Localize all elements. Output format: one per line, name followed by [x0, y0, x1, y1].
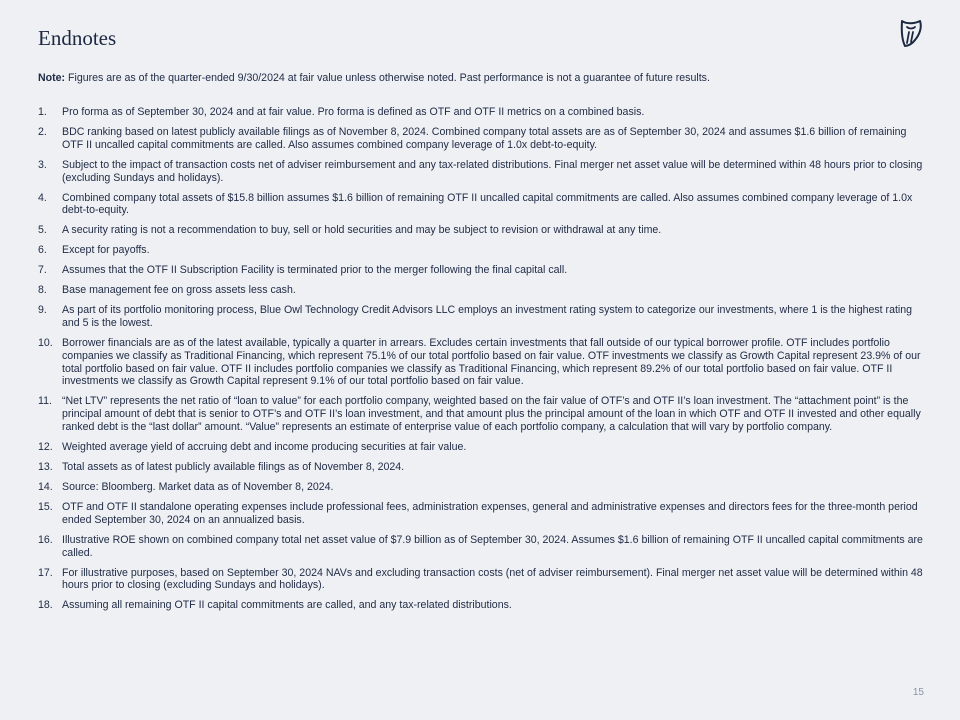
endnote-item	[38, 501, 923, 527]
endnote-number: 1.	[38, 106, 47, 118]
endnote-number: 6.	[38, 244, 47, 257]
endnote-item	[38, 284, 923, 297]
endnote-text: “Net LTV” represents the net ratio of “loan to value” for each portfolio company, weighted based on the fair value of OTF’s and OTF II’s loan investment. The “attachment point” is the principal amount of debt that is senior to OTF’s and OTF II’s loan investment, and that amount plus the principal amount of the loan in which OTF and OTF II invested and other equally ranked debt is the “last dollar” amount. “Value” represents an estimate of enterprise value of each portfolio company, a calculation that will vary by portfolio company.	[62, 395, 921, 434]
endnote-text: Assuming all remaining OTF II capital commitments are called, and any tax-related distributions.	[62, 599, 512, 612]
endnote-text: Combined company total assets of $15.8 billion assumes $1.6 billion of remaining OTF II uncalled capital commitments are called. Also assumes combined company leverage of 1.0x debt-to-equity.	[62, 191, 913, 217]
endnotes-list	[38, 106, 923, 619]
endnote-number: 3.	[38, 158, 47, 171]
endnote-number: 9.	[38, 304, 47, 317]
endnote-item	[38, 441, 923, 454]
endnote-number: 16.	[38, 533, 53, 546]
note-text: Figures are as of the quarter-ended 9/30/2024 at fair value unless otherwise noted. Past performance is not a guarantee of future results.	[65, 72, 710, 84]
endnote-item	[38, 304, 923, 330]
note-label: Note:	[38, 72, 66, 84]
endnote-item	[38, 126, 923, 152]
endnote-number: 8.	[38, 284, 47, 297]
endnote-number: 17.	[38, 566, 53, 579]
endnote-item	[38, 337, 923, 388]
page-title: Endnotes	[38, 26, 117, 50]
endnote-number: 14.	[38, 480, 53, 493]
endnote-number: 12.	[38, 441, 53, 453]
endnote-number: 11.	[38, 395, 52, 408]
endnote-text: Assumes that the OTF II Subscription Facility is terminated prior to the merger following the final capital call.	[62, 264, 568, 277]
endnote-text: BDC ranking based on latest publicly available filings as of November 8, 2024. Combined company total assets are as of September 30, 2024 and assumes $1.6 billion of remaining OTF II uncalled capital commitments are called. Also assumes combined company leverage of 1.0x debt-to-equity.	[62, 125, 907, 151]
endnote-text: Total assets as of latest publicly available filings as of November 8, 2024.	[62, 460, 405, 473]
endnote-text: Subject to the impact of transaction costs net of adviser reimbursement and any tax-related distributions. Final merger net asset value will be determined within 48 hours prior to closing (excluding Sundays and holidays).	[62, 158, 923, 184]
endnote-item	[38, 159, 923, 185]
endnote-item	[38, 264, 923, 277]
endnote-text: Source: Bloomberg. Market data as of November 8, 2024.	[62, 480, 334, 493]
endnote-number: 15.	[38, 500, 53, 513]
endnote-text: Illustrative ROE shown on combined company total net asset value of $7.9 billion as of September 30, 2024. Assumes $1.6 billion of remaining OTF II uncalled capital commitments are called.	[62, 533, 923, 559]
endnote-text: OTF and OTF II standalone operating expenses include professional fees, administration expenses, general and administrative expenses and directors fees for the three-month period ended September 30, 2024 on an annualized basis.	[62, 500, 918, 526]
endnote-number: 4.	[38, 191, 47, 204]
endnote-item	[38, 461, 923, 474]
page-number: 15	[912, 687, 924, 698]
endnote-number: 13.	[38, 460, 53, 473]
endnote-item	[38, 106, 923, 119]
endnote-item	[38, 244, 923, 257]
endnote-text: Pro forma as of September 30, 2024 and at fair value. Pro forma is defined as OTF and OTF II metrics on a combined basis.	[62, 106, 645, 118]
endnote-number: 10.	[38, 337, 53, 350]
endnote-text: Borrower financials are as of the latest available, typically a quarter in arrears. Excludes certain investments that fall outside of our typical borrower profile. OTF includes portfolio companies we classify as Traditional Financing, which represent 75.1% of our total portfolio based on fair value. OTF investments we classify as Growth Capital represent 23.9% of our total portfolio based on fair value. OTF II includes portfolio companies we classify as Traditional Financing, which represent 89.2% of our total portfolio based on fair value. OTF II investments we classify as Growth Capital represent 9.1% of our total portfolio based on fair value.	[62, 337, 921, 388]
endnote-text: Base management fee on gross assets less cash.	[62, 284, 296, 297]
endnote-item	[38, 395, 923, 433]
endnote-item	[38, 534, 923, 560]
endnote-text: Weighted average yield of accruing debt and income producing securities at fair value.	[62, 441, 467, 453]
endnote-item	[38, 481, 923, 494]
endnote-text: Except for payoffs.	[62, 244, 150, 257]
endnote-text: For illustrative purposes, based on September 30, 2024 NAVs and excluding transaction costs (net of adviser reimbursement). Final merger net asset value will be determined within 48 hours prior to closing (excluding Sundays and holidays).	[62, 566, 923, 592]
note-paragraph	[38, 72, 928, 85]
owl-logo-icon	[896, 18, 926, 48]
endnote-item	[38, 599, 923, 612]
endnote-number: 2.	[38, 125, 47, 138]
endnote-item	[38, 192, 923, 218]
endnote-item	[38, 567, 923, 593]
endnote-number: 7.	[38, 264, 47, 277]
endnote-text: As part of its portfolio monitoring process, Blue Owl Technology Credit Advisors LLC employs an investment rating system to categorize our investments, where 1 is the highest rating and 5 is the lowest.	[62, 304, 913, 330]
endnote-number: 5.	[38, 224, 47, 237]
endnote-number: 18.	[38, 599, 53, 612]
endnote-text: A security rating is not a recommendation to buy, sell or hold securities and may be subject to revision or withdrawal at any time.	[62, 224, 662, 237]
endnote-item	[38, 224, 923, 237]
